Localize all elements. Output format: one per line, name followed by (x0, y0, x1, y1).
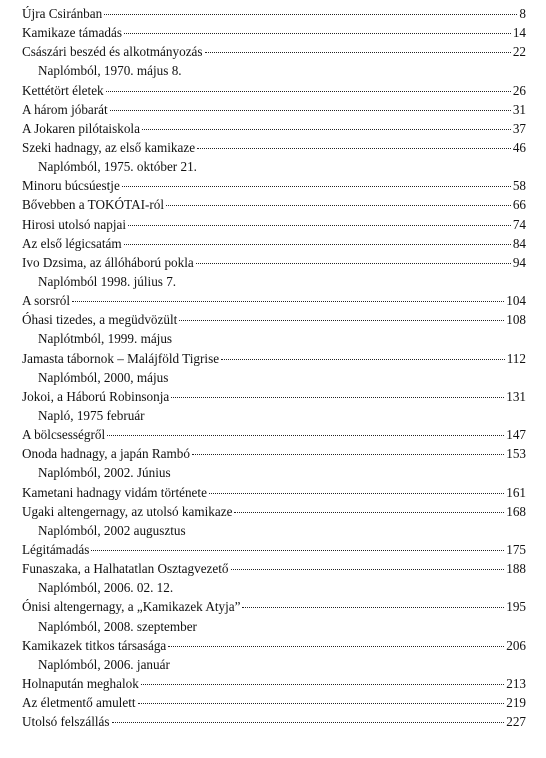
toc-entry (22, 559, 526, 578)
dot-leader (91, 550, 504, 551)
dot-leader (168, 646, 504, 647)
dot-leader (124, 244, 511, 245)
toc-entry-title: Naplómból, 2008. szeptember (38, 618, 197, 634)
toc-page-number: 227 (506, 714, 526, 730)
toc-entry-title: Ugaki altengernagy, az utolsó kamikaze (22, 503, 233, 519)
dot-leader (141, 684, 504, 685)
toc-page-number: 213 (506, 675, 526, 691)
dot-leader (122, 186, 511, 187)
toc-page-number: 26 (512, 82, 526, 98)
dot-leader (112, 722, 505, 723)
toc-entry-title: Funaszaka, a Halhatatlan Osztagvezető (22, 561, 229, 577)
toc-entry-title: Naplómból, 1970. május 8. (38, 63, 182, 79)
toc-subentry (22, 61, 526, 80)
dot-leader (110, 110, 511, 111)
dot-leader (196, 263, 511, 264)
toc-subentry (22, 272, 526, 291)
toc-subentry (22, 617, 526, 636)
toc-page-number: 74 (512, 216, 526, 232)
toc-entry (22, 483, 526, 502)
toc-page-number: 37 (512, 120, 526, 136)
toc-entry-title: A sorsról (22, 293, 70, 309)
toc-entry-title: Jokoi, a Háború Robinsonja (22, 388, 170, 404)
dot-leader (128, 225, 511, 226)
toc-entry-title: Ónisi altengernagy, a „Kamikazek Atyja” (22, 599, 241, 615)
toc-entry-title: Császári beszéd és alkotmányozás (22, 44, 203, 60)
toc-subentry (22, 329, 526, 348)
toc-entry-title: Naplómból, 2006. 02. 12. (38, 580, 174, 596)
toc-page-number: 168 (506, 503, 526, 519)
toc-entry (22, 234, 526, 253)
toc-entry-title: Az első légicsatám (22, 235, 122, 251)
toc-entry (22, 349, 526, 368)
toc-entry (22, 674, 526, 693)
toc-page-number: 175 (506, 541, 526, 557)
toc-entry-title: Naplómból, 2002 augusztus (38, 522, 186, 538)
toc-entry-title: Légitámadás (22, 541, 90, 557)
toc-subentry (22, 521, 526, 540)
toc-entry (22, 444, 526, 463)
toc-entry-title: Naplómból, 1975. október 21. (38, 159, 197, 175)
toc-page-number: 147 (506, 427, 526, 443)
toc-subentry (22, 578, 526, 597)
toc-page-number: 22 (512, 44, 526, 60)
toc-entry (22, 176, 526, 195)
dot-leader (179, 320, 504, 321)
toc-entry-title: Naplómból 1998. július 7. (38, 273, 177, 289)
toc-page-number: 112 (506, 350, 526, 366)
table-of-contents (22, 4, 526, 731)
toc-entry (22, 42, 526, 61)
toc-entry-title: Ivo Dzsima, az állóháború pokla (22, 254, 194, 270)
dot-leader (192, 454, 504, 455)
toc-entry (22, 138, 526, 157)
toc-entry (22, 387, 526, 406)
toc-page-number: 66 (512, 197, 526, 213)
toc-page-number: 153 (506, 446, 526, 462)
toc-entry (22, 310, 526, 329)
dot-leader (205, 52, 511, 53)
dot-leader (166, 205, 511, 206)
dot-leader (138, 703, 505, 704)
toc-page-number: 8 (519, 6, 526, 21)
toc-entry (22, 597, 526, 616)
toc-entry-title: A három jóbarát (22, 101, 108, 117)
toc-entry (22, 693, 526, 712)
toc-subentry (22, 655, 526, 674)
toc-entry (22, 100, 526, 119)
toc-page-number: 84 (512, 235, 526, 251)
toc-entry-title: Bővebben a TOKÓTAI-ról (22, 197, 165, 213)
toc-page-number: 58 (512, 178, 526, 194)
toc-page-number: 206 (506, 637, 526, 653)
toc-entry-title: Hirosi utolsó napjai (22, 216, 127, 232)
toc-subentry (22, 368, 526, 387)
dot-leader (231, 569, 505, 570)
toc-entry-title: Jamasta tábornok – Malájföld Tigrise (22, 350, 220, 366)
dot-leader (106, 91, 511, 92)
toc-entry-title: Minoru búcsúestje (22, 178, 120, 194)
dot-leader (197, 148, 511, 149)
toc-entry-title: Onoda hadnagy, a japán Rambó (22, 446, 190, 462)
toc-entry-title: Utolsó felszállás (22, 714, 110, 730)
toc-entry-title: Kamikazek titkos társasága (22, 637, 167, 653)
dot-leader (209, 493, 504, 494)
toc-entry (22, 119, 526, 138)
dot-leader (124, 33, 511, 34)
dot-leader (234, 512, 504, 513)
toc-entry (22, 81, 526, 100)
toc-entry-title: Naplómból, 2002. Június (38, 465, 171, 481)
dot-leader (242, 607, 504, 608)
toc-subentry (22, 157, 526, 176)
toc-entry (22, 712, 526, 731)
toc-entry-title: Naplómból, 2006. január (38, 656, 170, 672)
toc-entry-title: A bölcsességről (22, 427, 106, 443)
toc-entry-title: Kametani hadnagy vidám története (22, 484, 207, 500)
toc-entry-title: Szeki hadnagy, az első kamikaze (22, 139, 196, 155)
dot-leader (221, 359, 505, 360)
toc-subentry (22, 463, 526, 482)
toc-entry-title: Az életmentő amulett (22, 695, 136, 711)
toc-entry-title: Holnapután meghalok (22, 675, 139, 691)
toc-entry (22, 253, 526, 272)
toc-entry (22, 195, 526, 214)
toc-entry (22, 215, 526, 234)
toc-entry-title: Naplómból, 2000, május (38, 369, 169, 385)
toc-entry (22, 291, 526, 310)
toc-entry-title: A Jokaren pilótaiskola (22, 120, 140, 136)
toc-entry-title: Óhasi tizedes, a megüdvözült (22, 312, 178, 328)
dot-leader (104, 14, 517, 15)
toc-entry-title: Naplótmból, 1999. május (38, 331, 173, 347)
toc-page-number: 14 (512, 25, 526, 41)
toc-entry-title: Kamikaze támadás (22, 25, 122, 41)
toc-page-number: 104 (506, 293, 526, 309)
toc-page-number: 161 (506, 484, 526, 500)
dot-leader (142, 129, 511, 130)
toc-entry-title: Újra Csiránban (22, 6, 103, 21)
toc-page-number: 46 (512, 139, 526, 155)
toc-page-number: 31 (512, 101, 526, 117)
toc-page-number: 94 (512, 254, 526, 270)
dot-leader (72, 301, 504, 302)
toc-entry (22, 425, 526, 444)
toc-entry (22, 23, 526, 42)
toc-subentry (22, 406, 526, 425)
dot-leader (171, 397, 504, 398)
toc-page-number: 188 (506, 561, 526, 577)
toc-entry (22, 636, 526, 655)
toc-entry (22, 4, 526, 23)
toc-page-number: 219 (506, 695, 526, 711)
dot-leader (107, 435, 504, 436)
toc-page-number: 131 (506, 388, 526, 404)
toc-entry-title: Napló, 1975 február (38, 407, 145, 423)
toc-entry (22, 540, 526, 559)
toc-page-number: 195 (506, 599, 526, 615)
toc-entry (22, 502, 526, 521)
toc-page-number: 108 (506, 312, 526, 328)
toc-entry-title: Kettétört életek (22, 82, 104, 98)
